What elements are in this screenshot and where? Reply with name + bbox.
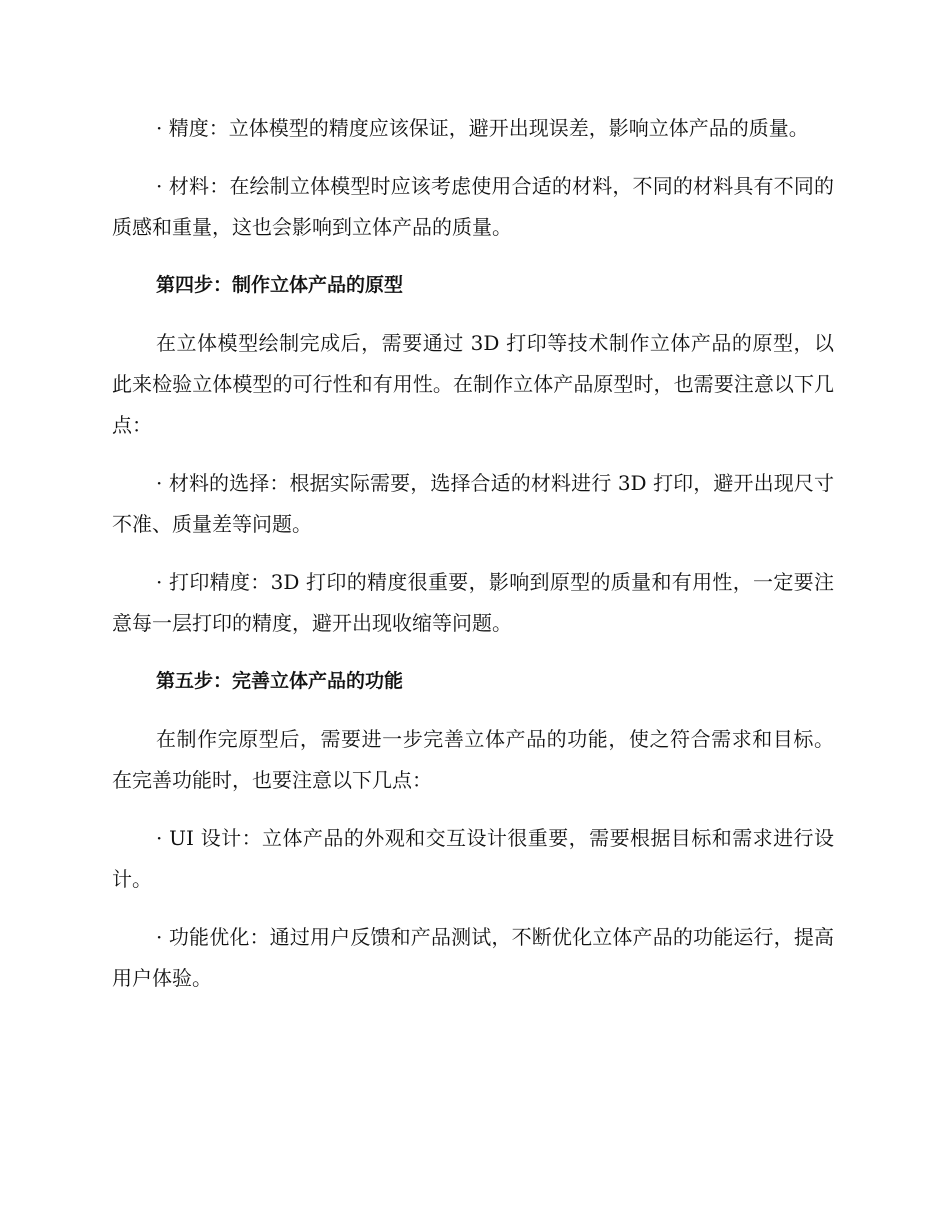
bullet-precision: · 精度：立体模型的精度应该保证，避开出现误差，影响立体产品的质量。 [156,116,809,140]
bullet-material-selection: · 材料的选择：根据实际需要，选择合适的材料进行 3D 打印，避开出现尺寸不准、质量差等问题。 [112,471,834,536]
bullet-print-precision: · 打印精度：3D 打印的精度很重要，影响到原型的质量和有用性，一定要注意每一层打印的精度，避开出现收缩等问题。 [112,570,834,635]
section-heading-step-five: 第五步：完善立体产品的功能 [156,670,404,692]
bullet-ui-design: · UI 设计：立体产品的外观和交互设计很重要，需要根据目标和需求进行设计。 [112,826,834,891]
section-heading-step-four: 第四步：制作立体产品的原型 [156,274,404,296]
document-body [112,108,834,1016]
bullet-function-optimization: · 功能优化：通过用户反馈和产品测试，不断优化立体产品的功能运行，提高用户体验。 [112,925,834,990]
paragraph-prototype-intro: 在立体模型绘制完成后，需要通过 3D 打印等技术制作立体产品的原型，以此来检验立体模型的可行性和有用性。在制作立体产品原型时，也需要注意以下几点： [112,331,834,437]
paragraph-function-intro: 在制作完原型后，需要进一步完善立体产品的功能，使之符合需求和目标。在完善功能时，也要注意以下几点： [112,727,834,792]
bullet-material: · 材料：在绘制立体模型时应该考虑使用合适的材料，不同的材料具有不同的质感和重量，这也会影响到立体产品的质量。 [112,174,834,239]
